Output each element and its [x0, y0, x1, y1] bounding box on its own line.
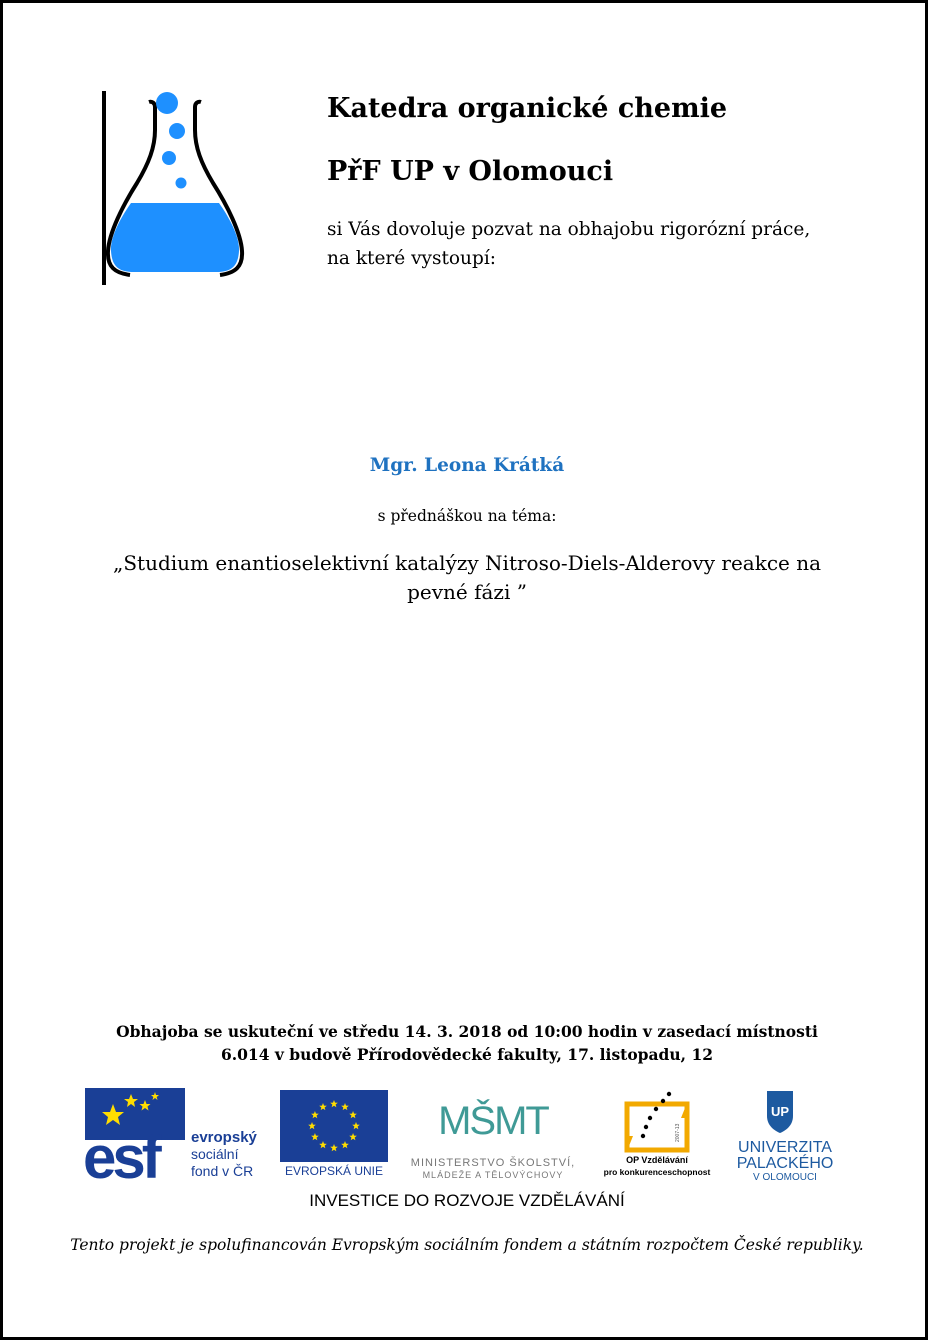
upol-text-1: UNIVERZITA — [738, 1139, 832, 1156]
upol-logo — [737, 1091, 834, 1183]
msmt-text-2: MLÁDEŽE A TĚLOVÝCHOVY — [422, 1170, 564, 1180]
faculty-title: PřF UP v Olomouci — [327, 156, 614, 187]
msmt-text-1: MINISTERSTVO ŠKOLSTVÍ, — [410, 1157, 576, 1169]
esf-mark: esf — [83, 1124, 158, 1191]
eu-caption: EVROPSKÁ UNIE — [284, 1164, 384, 1178]
topic-line-1: „Studium enantioselektivní katalýzy Nitroso-Diels-Alderovy reakce na — [112, 551, 822, 575]
eu-logo — [280, 1090, 388, 1178]
topic-line-2: pevné fázi ” — [407, 580, 527, 604]
msmt-mark: MŠMT — [438, 1099, 548, 1143]
esf-text-1: evropský — [191, 1129, 257, 1146]
speaker-name: Mgr. Leona Krátká — [369, 455, 565, 476]
logo-strip — [83, 1086, 863, 1191]
event-line-2: 6.014 v budově Přírodovědecké fakulty, 17. listopadu, 12 — [220, 1045, 714, 1064]
intro-line-2: na které vystoupí: — [327, 248, 496, 269]
esf-text-3: fond v ČR — [191, 1163, 254, 1179]
event-line-1: Obhajoba se uskuteční ve středu 14. 3. 2018 od 10:00 hodin v zasedací místnosti — [116, 1022, 818, 1041]
upol-mark: UP — [770, 1104, 790, 1119]
event-info — [3, 1020, 928, 1066]
flask-icon — [95, 85, 255, 290]
department-title: Katedra organické chemie — [327, 93, 728, 124]
funding-note: Tento projekt je spolufinancován Evropským sociálním fondem a státním rozpočtem České republiky. — [70, 1236, 864, 1254]
lecture-intro: s přednáškou na téma: — [377, 507, 557, 525]
upol-text-2: PALACKÉHO — [736, 1155, 834, 1172]
intro-text — [327, 215, 887, 273]
op-text-1: OP Vzdělávání — [626, 1155, 688, 1165]
op-years: 2007-13 — [675, 1123, 681, 1142]
msmt-logo — [411, 1098, 575, 1180]
investice-slogan: INVESTICE DO ROZVOJE VZDĚLÁVÁNÍ — [309, 1191, 625, 1210]
esf-logo — [83, 1088, 258, 1191]
esf-text-2: sociální — [191, 1146, 239, 1162]
lecture-topic — [3, 549, 928, 607]
op-logo — [604, 1092, 711, 1177]
intro-line-1: si Vás dovoluje pozvat na obhajobu rigorózní práce, — [327, 219, 811, 240]
op-text-2: pro konkurenceschopnost — [603, 1167, 711, 1177]
upol-text-3: V OLOMOUCI — [753, 1172, 817, 1183]
